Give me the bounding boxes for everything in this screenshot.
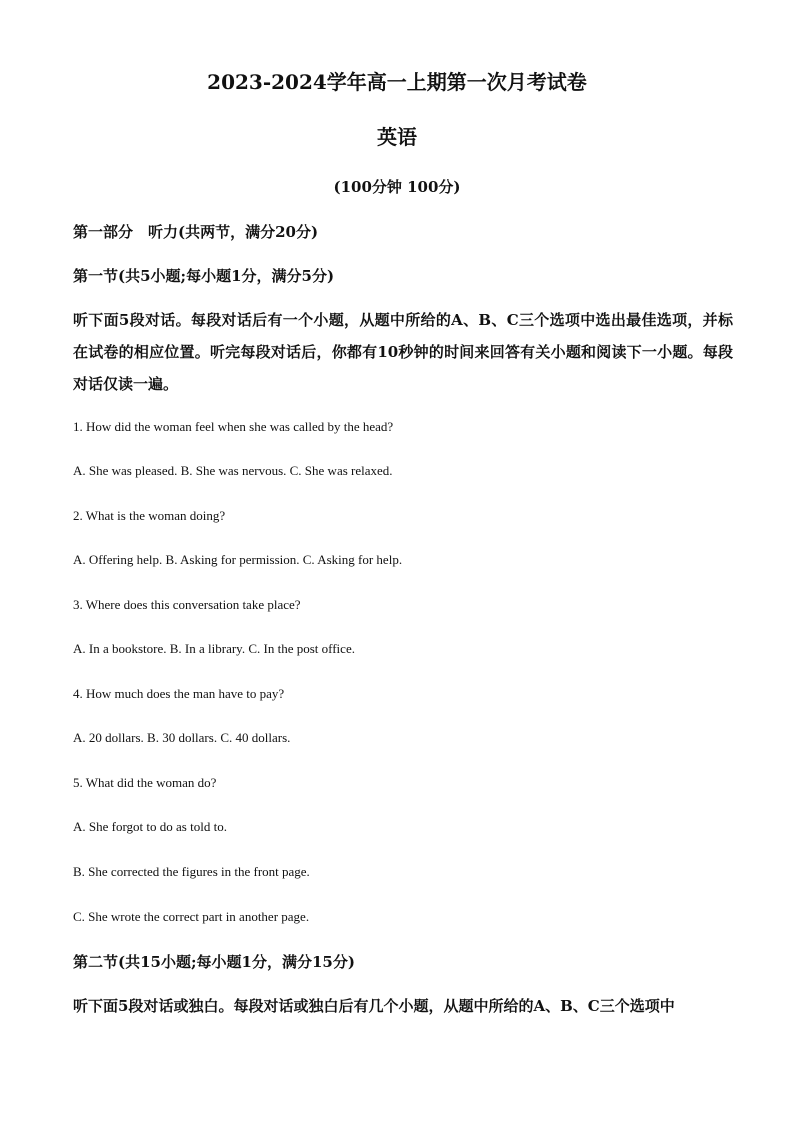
- question-5-text: 5. What did the woman do?: [73, 775, 217, 790]
- question-1-options: A. She was pleased. B. She was nervous. C. She was relaxed.: [73, 463, 393, 478]
- section2-heading: 第二节(共15小题;每小题1分，满分15分): [73, 953, 355, 971]
- section2-instruction: 听下面5段对话或独白。每段对话或独白后有几个小题，从题中所给的A、B、C三个选项中: [73, 997, 675, 1015]
- exam-title: 2023-2024学年高一上期第一次月考试卷: [207, 70, 587, 94]
- question-1-text: 1. How did the woman feel when she was called by the head?: [73, 419, 394, 434]
- part1-heading: 第一部分 听力(共两节，满分20分): [73, 223, 319, 241]
- section1-instruction: 听下面5段对话。每段对话后有一个小题，从题中所给的A、B、C三个选项中选出最佳选项，并标在试卷的相应位置。听完每段对话后，你都有10秒钟的时间来回答有关小题和阅读下一小题。每段对话仅读一遍。: [73, 311, 733, 393]
- question-2-options: A. Offering help. B. Asking for permission. C. Asking for help.: [73, 552, 403, 567]
- question-5-option-c: C. She wrote the correct part in another page.: [73, 909, 310, 924]
- question-5-option-a: A. She forgot to do as told to.: [73, 819, 227, 834]
- question-5-option-b: B. She corrected the figures in the front page.: [73, 864, 310, 879]
- question-3-text: 3. Where does this conversation take place?: [73, 597, 301, 612]
- question-3-options: A. In a bookstore. B. In a library. C. In the post office.: [73, 641, 355, 656]
- exam-duration: (100分钟 100分): [333, 178, 461, 196]
- exam-subject: 英语: [377, 125, 417, 149]
- question-4-options: A. 20 dollars. B. 30 dollars. C. 40 dollars.: [73, 730, 291, 745]
- question-2-text: 2. What is the woman doing?: [73, 508, 226, 523]
- question-4-text: 4. How much does the man have to pay?: [73, 686, 285, 701]
- section1-heading: 第一节(共5小题;每小题1分，满分5分): [73, 267, 335, 285]
